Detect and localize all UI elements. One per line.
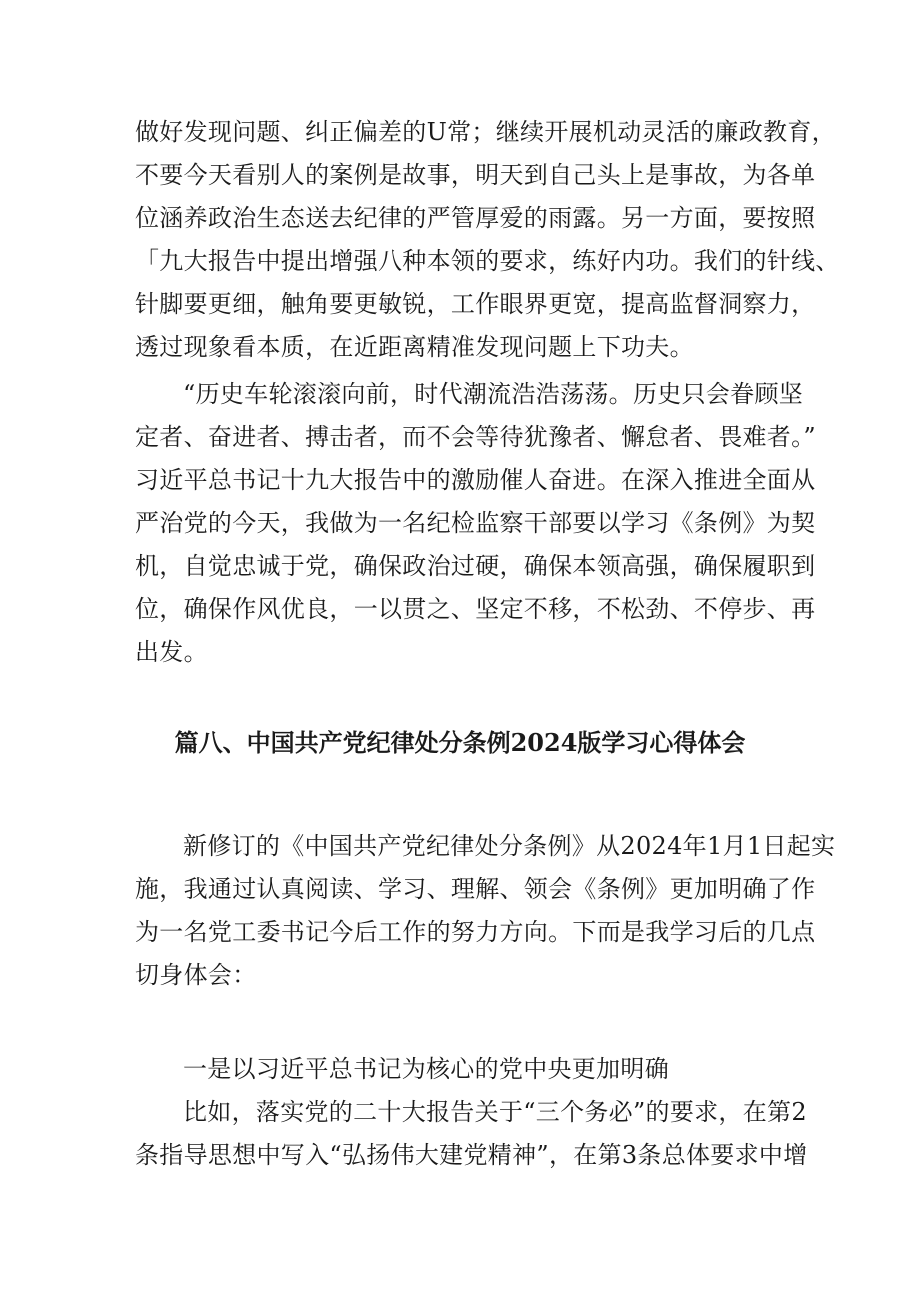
paragraph-3-line-2: 施，我通过认真阅读、学习、理解、领会《条例》更加明确了作 [135, 875, 816, 903]
paragraph-3-line-1: 新修订的《中国共产党纪律处分条例》从2024年1月1日起实 [183, 832, 836, 860]
paragraph-1-line-5: 针脚要更细，触角要更敏锐，工作眼界更宽，提高监督洞察力， [135, 290, 816, 318]
paragraph-1-line-3: 位涵养政治生态送去纪律的严管厚爱的雨露。另一方面，要按照 [135, 204, 816, 232]
paragraph-1-line-1: 做好发现问题、纠正偏差的U常；继续开展机动灵活的廉政教育， [135, 118, 836, 146]
paragraph-2-line-4: 严治党的今天，我做为一名纪检监察干部要以学习《条例》为契 [135, 509, 816, 537]
paragraph-2-line-5: 机，自觉忠诚于党，确保政治过硬，确保本领高强，确保履职到 [135, 552, 816, 580]
paragraph-2-line-7: 出发。 [135, 638, 208, 666]
paragraph-2-line-6: 位，确保作风优良，一以贯之、坚定不移，不松劲、不停步、再 [135, 595, 816, 623]
paragraph-1-line-6: 透过现象看本质，在近距离精准发现问题上下功夫。 [135, 333, 694, 361]
paragraph-1-line-4: 「九大报告中提出增强八种本领的要求，练好内功。我们的针线、 [135, 247, 840, 275]
paragraph-2-line-1: “历史车轮滚滚向前，时代潮流浩浩荡荡。历史只会眷顾坚 [183, 380, 804, 408]
paragraph-1-line-2: 不要今天看别人的案例是故事，明天到自己头上是事故，为各单 [135, 161, 816, 189]
paragraph-2-line-3: 习近平总书记十九大报告中的激励催人奋进。在深入推进全面从 [135, 466, 816, 494]
paragraph-2-line-2: 定者、奋进者、搏击者，而不会等待犹豫者、懈怠者、畏难者。” [135, 423, 816, 451]
subheading: 一是以习近平总书记为核心的党中央更加明确 [183, 1055, 669, 1083]
section-title: 篇八、中国共产党纪律处分条例2024版学习心得体会 [174, 728, 746, 757]
paragraph-4-line-2: 条指导思想中写入“弘扬伟大建党精神”，在第3条总体要求中增 [135, 1141, 808, 1169]
paragraph-4-line-1: 比如，落实党的二十大报告关于“三个务必”的要求，在第2 [183, 1098, 807, 1126]
paragraph-3-line-4: 切身体会： [135, 961, 257, 989]
paragraph-3-line-3: 为一名党工委书记今后工作的努力方向。下而是我学习后的几点 [135, 918, 816, 946]
